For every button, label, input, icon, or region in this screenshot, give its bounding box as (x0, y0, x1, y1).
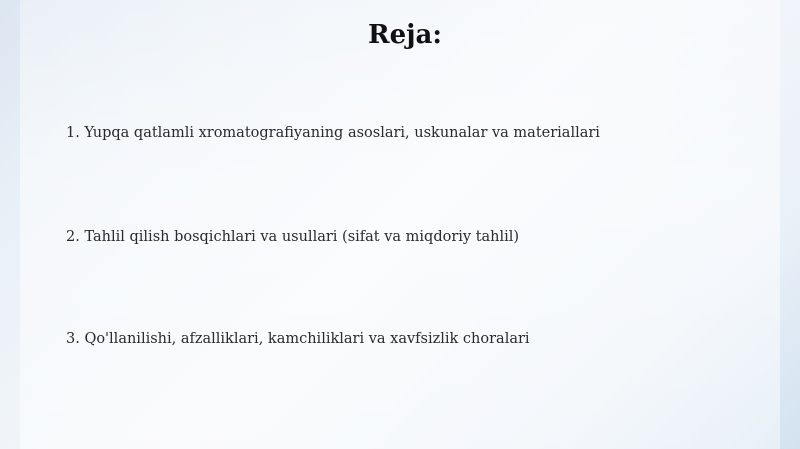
plan-item-1: 1. Yupqa qatlamli xromatografiyaning asoslari, uskunalar va materiallari (66, 125, 600, 141)
slide (20, 0, 780, 449)
plan-item-3: 3. Qo'llanilishi, afzalliklari, kamchiliklari va xavfsizlik choralari (66, 331, 530, 347)
slide-title: Reja: (367, 20, 442, 50)
plan-item-2: 2. Tahlil qilish bosqichlari va usullari (sifat va miqdoriy tahlil) (66, 229, 520, 245)
